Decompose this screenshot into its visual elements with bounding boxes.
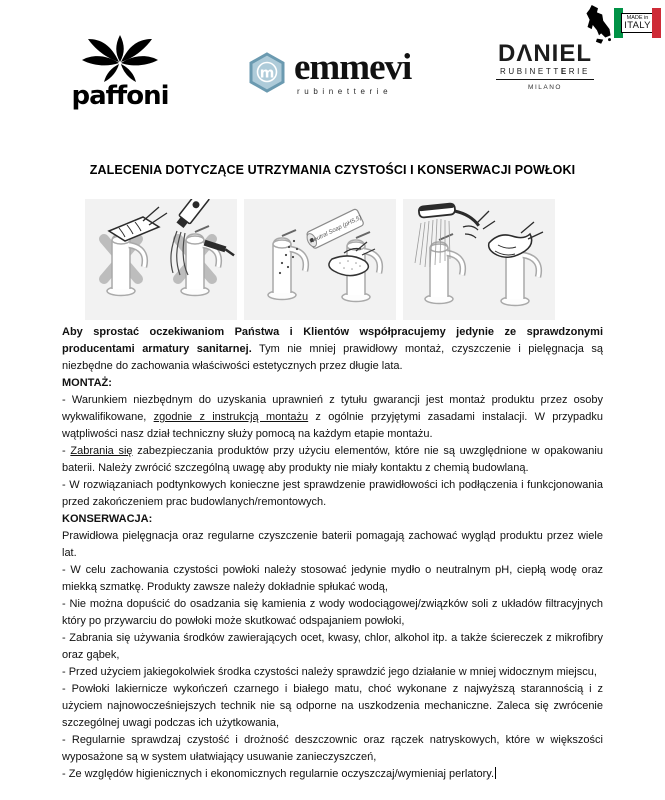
italian-flag-badge bbox=[614, 8, 661, 38]
made-in-label: MADE in bbox=[626, 15, 649, 22]
konserwacja-item-6[interactable]: - Regularnie sprawdzaj czystość i drożność deszczownic oraz rączek natryskowych, które w większości wyposażone są w system ułatwiający usuwanie zanieczyszczeń, bbox=[62, 734, 603, 763]
made-in-italy-textbox bbox=[621, 13, 654, 33]
italy-map-icon bbox=[584, 4, 612, 48]
paffoni-logo bbox=[68, 33, 172, 109]
document-body[interactable] bbox=[62, 324, 603, 783]
montaz-heading[interactable]: MONTAŻ: bbox=[62, 377, 112, 389]
emmevi-wordmark: emmevi bbox=[294, 47, 412, 88]
konserwacja-heading[interactable]: KONSERWACJA: bbox=[62, 513, 153, 525]
konserwacja-item-2[interactable]: - Nie można dopuścić do osadzania się kamienia z wody wodociągowej/związków soli z układów filtracyjnych który po przywarciu do powłoki może skutkować odspajaniem powłoki, bbox=[62, 598, 603, 627]
soft-cloth-wipe-icon bbox=[489, 222, 543, 306]
montaz-item-3[interactable]: - W rozwiązaniach podtynkowych konieczne jest sprawdzenie prawidłowości ich podłączenia i funkcjonowania przed zakończeniem prac budowlanych/remontowych. bbox=[62, 479, 603, 508]
crossed-abrasive-pad-icon bbox=[104, 207, 167, 296]
crossed-chemical-bottle-icon bbox=[171, 199, 236, 296]
made-in-italy-badge bbox=[584, 4, 661, 48]
daniel-wordmark: DΛNIEL bbox=[497, 40, 592, 67]
emmevi-logo bbox=[247, 47, 412, 97]
intro-paragraph[interactable]: Aby sprostać oczekiwaniom Państwa i Klientów współpracujemy jedynie ze sprawdzonymi producentami armatury sanitarnej. Tym nie mniej prawidłowy montaż, czyszczenie i pielęgnacja są niezbędne do zachowania właściwości estetycznych przez długie lata. bbox=[62, 326, 603, 372]
water-rinse-icon bbox=[415, 201, 495, 304]
konserwacja-intro[interactable]: Prawidłowa pielęgnacja oraz regularne czyszczenie baterii pomagają zachować wygląd produktu przez wiele lat. bbox=[62, 530, 603, 559]
montaz-item-2[interactable]: - Zabrania się zabezpieczania produktów przy użyciu elementów, które nie są uwzględnione w opakowaniu baterii. Należy zwrócić szczególną uwagę aby produkty nie miały kontaktu z chemią budowlaną. bbox=[62, 445, 603, 474]
flag-red-stripe bbox=[652, 8, 661, 38]
page-title[interactable]: ZALECENIA DOTYCZĄCE UTRZYMANIA CZYSTOŚCI I KONSERWACJI POWŁOKI bbox=[89, 163, 576, 177]
soft-sponge-icon bbox=[329, 232, 380, 302]
konserwacja-item-5[interactable]: - Powłoki lakiernicze wykończeń czarnego i białego matu, choć wykonane z najwyższą starannością i z użyciem najnowocześniejszych technik nie są odporne na uszkodzenia mechaniczne. Zaleca się zwrócenie szczególnej uwagi podczas ich użytkowania, bbox=[62, 683, 603, 729]
emmevi-hexagon-icon bbox=[247, 52, 287, 94]
daniel-logo bbox=[496, 42, 594, 91]
panel-recommended-cleaning bbox=[244, 199, 396, 320]
panel-rinse-and-wipe bbox=[403, 199, 555, 320]
flag-white-stripe bbox=[623, 8, 652, 38]
spray-bottle-label: Neutral Soap (pH5,5) bbox=[309, 214, 363, 246]
konserwacja-item-4[interactable]: - Przed użyciem jakiegokolwiek środka czystości należy sprawdzić jego działanie w mniej widocznym miejscu, bbox=[62, 666, 597, 678]
emmevi-subtitle: rubinetterie bbox=[297, 87, 393, 97]
care-instruction-illustrations bbox=[85, 199, 555, 320]
konserwacja-item-7[interactable] bbox=[62, 766, 603, 783]
daniel-rubinetterie-label: RUBINETTERIE bbox=[496, 67, 594, 80]
paffoni-palm-icon bbox=[75, 33, 165, 83]
konserwacja-item-7-text[interactable]: - Ze względów higienicznych i ekonomicznych regularnie oczyszczaj/wymieniaj perlatory. bbox=[62, 768, 495, 780]
konserwacja-item-1[interactable]: - W celu zachowania czystości powłoki należy stosować jedynie mydło o neutralnym pH, ciepłą wodę oraz miekką szmatkę. Produkty zawsze należy dokładnie spłukać wodą, bbox=[62, 564, 603, 593]
daniel-city-label: MILANO bbox=[528, 84, 562, 91]
text-cursor bbox=[495, 767, 496, 779]
montaz-item-1[interactable]: - Warunkiem niezbędnym do uzyskania uprawnień z tytułu gwarancji jest montaż produktu przez osoby wykwalifikowane, zgodnie z instrukcją montażu z ogólnie przyjętymi zasadami instalacji. W przypadku wątpliwości nasz dział techniczny służy pomocą na każdym etapie montażu. bbox=[62, 394, 604, 440]
konserwacja-item-3[interactable]: - Zabrania się używania środków zawierających ocet, kwasy, chlor, alkohol itp. a także ściereczek z mikrofibry oraz gąbek, bbox=[62, 632, 603, 661]
italy-label: ITALY bbox=[624, 20, 651, 32]
emmevi-monogram: m bbox=[259, 65, 275, 82]
panel-prohibited-methods bbox=[85, 199, 237, 320]
paffoni-wordmark: paffoni bbox=[71, 81, 169, 111]
